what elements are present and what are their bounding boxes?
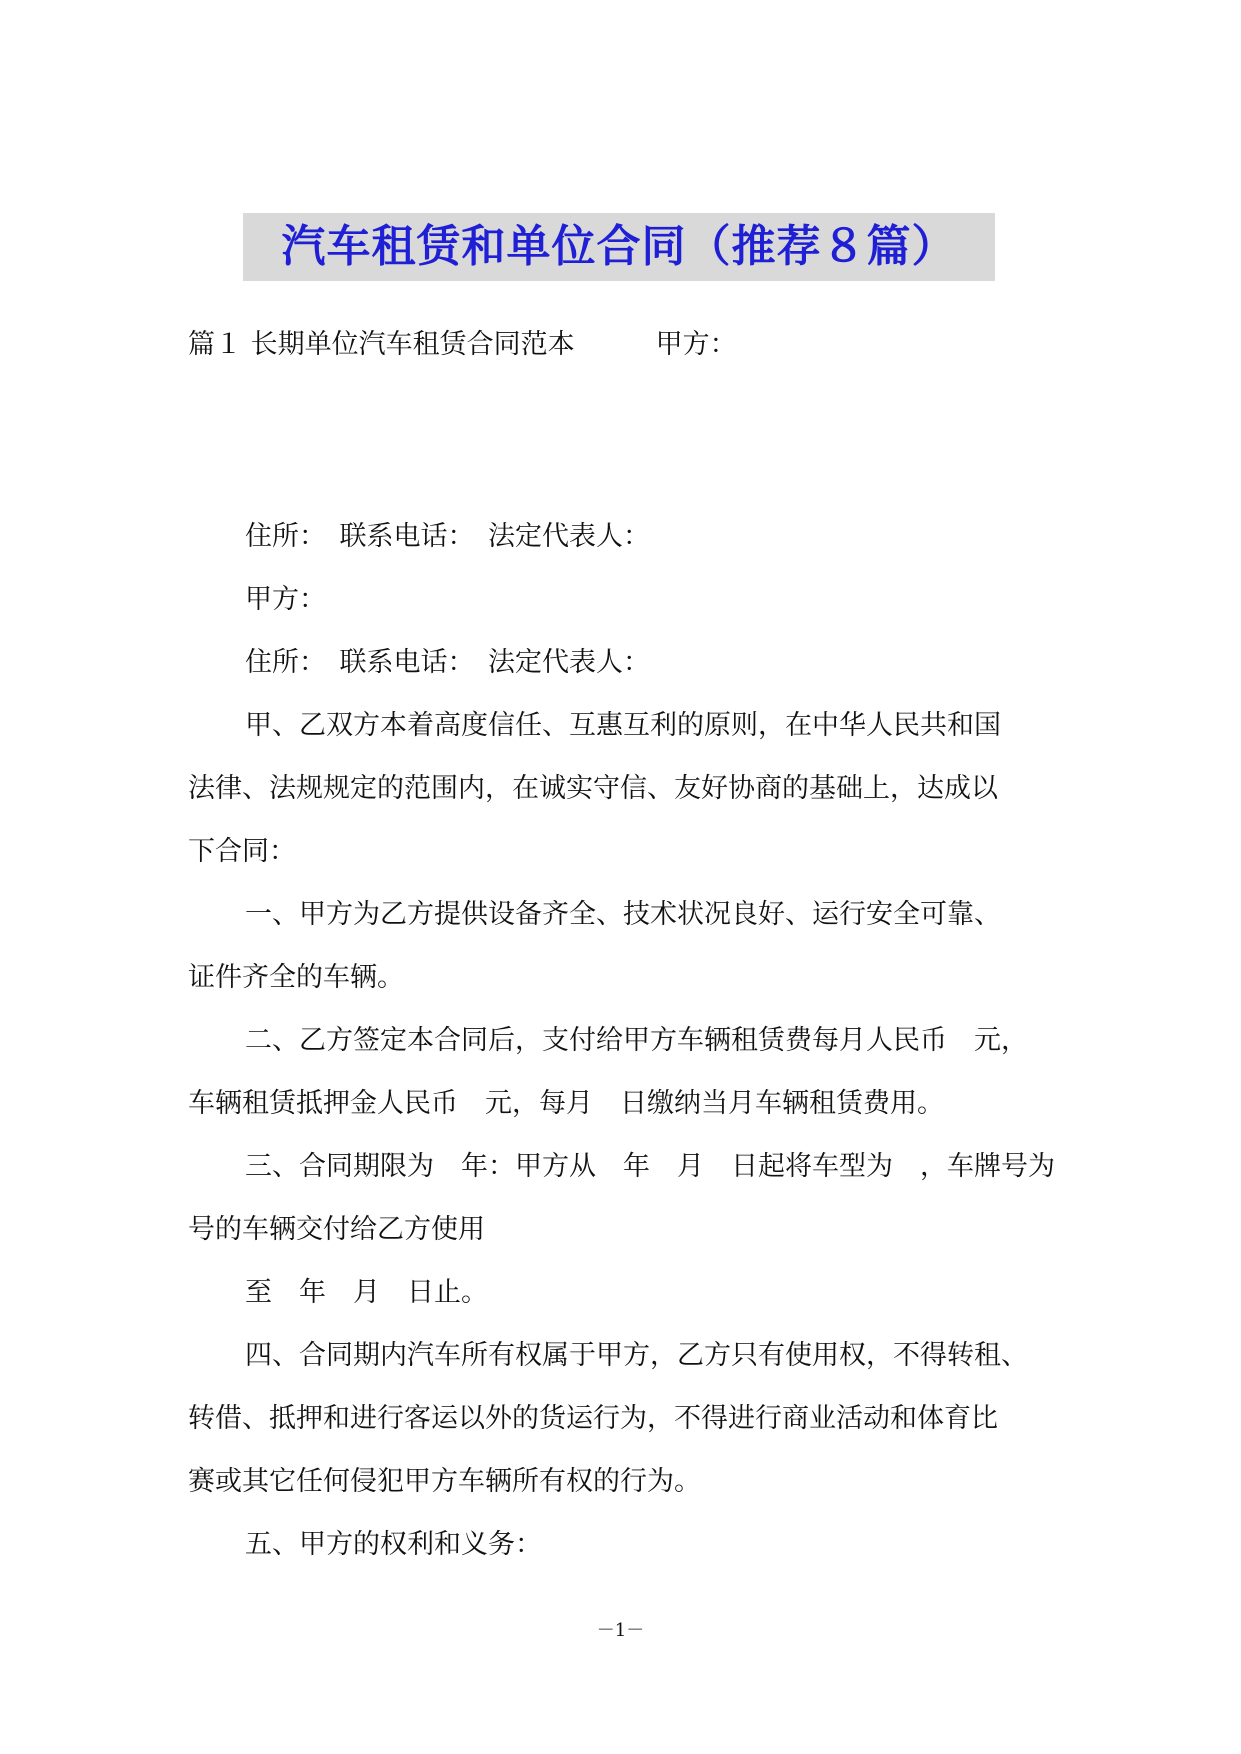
- paragraph-line: 车辆租赁抵押金人民币 元，每月 日缴纳当月车辆租赁费用。: [188, 1088, 944, 1119]
- party-a-info-2: 住所： 联系电话： 法定代表人：: [245, 647, 650, 678]
- paragraph-line: 赛或其它任何侵犯甲方车辆所有权的行为。: [188, 1466, 701, 1497]
- paragraph-line: 下合同：: [188, 836, 296, 867]
- paragraph-line: 证件齐全的车辆。: [188, 962, 404, 993]
- party-a-label: 甲方：: [245, 584, 326, 615]
- paragraph-line: 三、合同期限为 年：甲方从 年 月 日起将车型为 ，车牌号为: [245, 1151, 1055, 1182]
- paragraph-line: 转借、抵押和进行客运以外的货运行为，不得进行商业活动和体育比: [188, 1403, 998, 1434]
- paragraph-line: 至 年 月 日止。: [245, 1277, 488, 1308]
- paragraph-line: 二、乙方签定本合同后，支付给甲方车辆租赁费每月人民币 元，: [245, 1025, 1028, 1056]
- paragraph-line: 号的车辆交付给乙方使用: [188, 1214, 485, 1245]
- paragraph-line: 一、甲方为乙方提供设备齐全、技术状况良好、运行安全可靠、: [245, 899, 1001, 930]
- page-number: －1－: [596, 1620, 645, 1641]
- paragraph-line: 四、合同期内汽车所有权属于甲方，乙方只有使用权，不得转租、: [245, 1340, 1028, 1371]
- party-a-info-1: 住所： 联系电话： 法定代表人：: [245, 521, 650, 552]
- paragraph-line: 五、甲方的权利和义务：: [245, 1529, 542, 1560]
- paragraph-line: 法律、法规规定的范围内，在诚实守信、友好协商的基础上，达成以: [188, 773, 998, 804]
- section-heading: 篇１ 长期单位汽车租赁合同范本 甲方：: [188, 329, 737, 360]
- paragraph-line: 甲、乙双方本着高度信任、互惠互利的原则，在中华人民共和国: [245, 710, 1001, 741]
- document-title: 汽车租赁和单位合同（推荐８篇）: [281, 221, 957, 272]
